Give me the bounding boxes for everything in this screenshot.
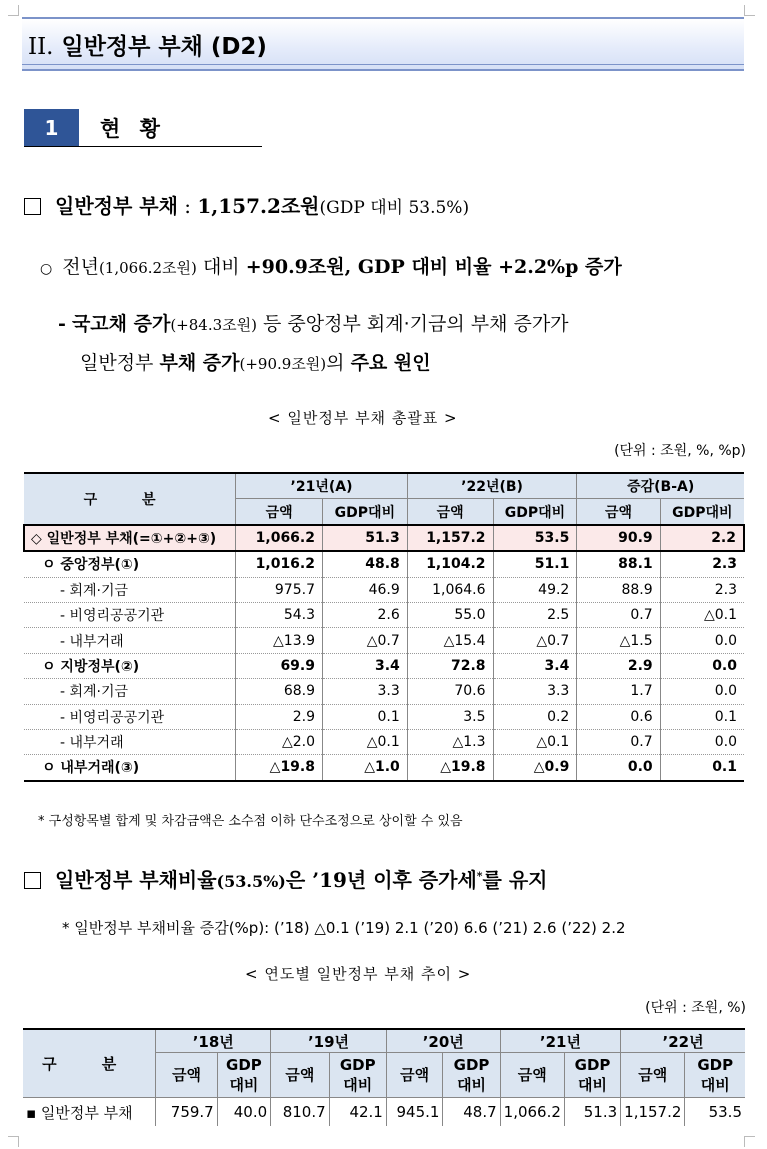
corner-mark-bottom-right [744, 1136, 755, 1147]
table-cell: 1,066.2 [500, 1098, 564, 1127]
table2-unit: (단위 : 조원, %) [645, 1000, 746, 1016]
table-row [24, 525, 744, 551]
header-year-2021: ’21년 [500, 1029, 621, 1053]
checkbox-bullet-icon [24, 872, 41, 889]
footnote-marker: * [476, 869, 483, 883]
header-ratio-label: 대비 [229, 1076, 259, 1094]
table-cell: △19.8 [407, 755, 493, 781]
header-amount: 금액 [386, 1053, 443, 1098]
debt-increase-amount: (+90.9조원) [239, 355, 327, 373]
row-label: ㅇ 지방정부(②) [24, 653, 236, 678]
dash-marker: - [58, 313, 66, 335]
bullet-cause-line2 [80, 348, 431, 375]
table-cell: 49.2 [493, 577, 577, 602]
header-category: 구 분 [24, 473, 236, 525]
table-cell: 53.5 [685, 1098, 745, 1127]
table-cell: 51.1 [493, 551, 577, 577]
table-cell: △0.7 [322, 628, 407, 653]
header-amount: 금액 [577, 499, 660, 525]
header-amount: 금액 [407, 499, 493, 525]
table-cell: 70.6 [407, 679, 493, 704]
table-cell: △13.9 [236, 628, 323, 653]
header-year-2022: ’22년 [621, 1029, 745, 1053]
table-cell: 1,157.2 [407, 525, 493, 551]
header-year-2019: ’19년 [271, 1029, 387, 1053]
table-cell: 3.3 [322, 679, 407, 704]
table-cell: 0.6 [577, 704, 660, 729]
cause-text-2: 일반정부 [80, 352, 154, 374]
table-cell: 0.2 [493, 704, 577, 729]
header-gdp-label: GDP [226, 1056, 262, 1074]
table-cell: 53.5 [493, 525, 577, 551]
table-cell: 68.9 [236, 679, 323, 704]
row-label: ㅇ 중앙정부(①) [24, 551, 236, 577]
header-2022: ’22년(B) [407, 473, 577, 499]
header-ratio-label: 대비 [343, 1076, 373, 1094]
debt-increase-label: 부채 증가 [159, 352, 240, 374]
table-cell: 72.8 [407, 653, 493, 678]
row-label: - 회계·기금 [24, 679, 236, 704]
debt-ratio-value: (53.5%) [216, 872, 286, 891]
table-cell: 975.7 [236, 577, 323, 602]
table-cell: △1.0 [322, 755, 407, 781]
header-gdp-label: GDP [574, 1056, 611, 1074]
section-title [28, 28, 267, 61]
table-cell: 55.0 [407, 602, 493, 627]
table-cell: 48.8 [322, 551, 407, 577]
header-gdp-ratio: GDP대비 [322, 499, 407, 525]
table-cell: 0.7 [577, 729, 660, 754]
header-ratio-label: 대비 [700, 1076, 730, 1094]
table-cell: 2.3 [660, 551, 744, 577]
table-cell: 90.9 [577, 525, 660, 551]
row-label: - 회계·기금 [24, 577, 236, 602]
table-cell: 51.3 [564, 1098, 620, 1127]
table-cell: 2.3 [660, 577, 744, 602]
table-cell: 0.7 [577, 602, 660, 627]
row-label: - 비영리공공기관 [24, 704, 236, 729]
header-gdp-ratio [685, 1053, 745, 1098]
table-cell: 0.0 [660, 729, 744, 754]
table-cell: 3.3 [493, 679, 577, 704]
table-cell: △0.7 [493, 628, 577, 653]
corner-mark-bottom-left [8, 1136, 19, 1147]
header-ratio-label: 대비 [457, 1076, 487, 1094]
table-cell: 3.4 [493, 653, 577, 678]
table-cell: 2.5 [493, 602, 577, 627]
heading-underline [24, 146, 262, 147]
checkbox-bullet-icon [24, 198, 41, 215]
header-amount: 금액 [236, 499, 323, 525]
section-roman-numeral: II. [28, 34, 54, 60]
header-change: 증감(B-A) [577, 473, 744, 499]
heading-number-box: 1 [24, 109, 79, 147]
debt-ratio-trend: 은 ’19년 이후 증가세 [285, 868, 477, 892]
table2-caption: < 연도별 일반정부 부채 추이 > [245, 965, 472, 983]
table-cell: 1.7 [577, 679, 660, 704]
table-row [24, 729, 744, 754]
prev-year-amount: (1,066.2조원) [98, 259, 197, 277]
header-year-2020: ’20년 [386, 1029, 500, 1053]
table-row [24, 602, 744, 627]
table-cell: 1,066.2 [236, 525, 323, 551]
table-cell: 88.9 [577, 577, 660, 602]
table-cell: 54.3 [236, 602, 323, 627]
bullet-cause-line1 [58, 309, 569, 336]
yoy-change-text: +90.9조원, GDP 대비 비율 +2.2%p 증가 [245, 256, 622, 278]
header-gdp-label: GDP [453, 1056, 490, 1074]
header-gdp-ratio [443, 1053, 500, 1098]
table-row [24, 679, 744, 704]
header-gdp-ratio: GDP대비 [660, 499, 744, 525]
table-cell: 1,064.6 [407, 577, 493, 602]
table-cell: 810.7 [271, 1098, 330, 1127]
table-cell: 2.6 [322, 602, 407, 627]
gdp-ratio-text: (GDP 대비 53.5%) [319, 198, 470, 218]
debt-ratio-footnote: * 일반정부 부채비율 증감(%p): (’18) △0.1 (’19) 2.1 (’20) 6.6 (’21) 2.6 (’22) 2.2 [62, 919, 626, 937]
bullet-yoy-change [40, 252, 622, 279]
row-label: ◇ 일반정부 부채(=①+②+③) [24, 525, 236, 551]
table-cell: △0.1 [493, 729, 577, 754]
table-cell: △2.0 [236, 729, 323, 754]
table-cell: 42.1 [329, 1098, 386, 1127]
table1-unit: (단위 : 조원, %, %p) [614, 443, 746, 459]
section-header-rule [22, 64, 744, 65]
heading-title: 현 황 [100, 117, 166, 141]
circle-bullet-icon: ○ [40, 261, 53, 277]
table-row [24, 551, 744, 577]
corner-mark-top-left [8, 5, 19, 16]
header-amount: 금액 [271, 1053, 330, 1098]
table-cell: 46.9 [322, 577, 407, 602]
debt-summary-table [23, 472, 745, 782]
table-cell: 1,016.2 [236, 551, 323, 577]
table2-data-row [23, 1098, 745, 1127]
table-cell: △0.1 [660, 602, 744, 627]
table2-year-row [23, 1029, 745, 1053]
header-gdp-ratio [564, 1053, 620, 1098]
table-cell: 1,157.2 [621, 1098, 685, 1127]
table-cell: 0.0 [577, 755, 660, 781]
table2-header-category: 구 분 [23, 1029, 156, 1098]
table-cell: △19.8 [236, 755, 323, 781]
header-gdp-label: GDP [697, 1056, 734, 1074]
header-year-2018: ’18년 [156, 1029, 271, 1053]
bullet-debt-ratio [24, 864, 547, 893]
table-cell: 40.0 [217, 1098, 270, 1127]
cause-particle: 의 [326, 352, 345, 374]
debt-ratio-label: 일반정부 부채비율 [55, 868, 217, 892]
yoy-mid: 대비 [202, 256, 240, 278]
bullet-total-debt [24, 190, 469, 219]
header-amount: 금액 [621, 1053, 685, 1098]
table-cell: 1,104.2 [407, 551, 493, 577]
table-cell: 2.9 [236, 704, 323, 729]
table-cell: 2.2 [660, 525, 744, 551]
row-label: - 내부거래 [24, 729, 236, 754]
table-row [24, 628, 744, 653]
table-cell: 0.1 [660, 704, 744, 729]
table-cell: 48.7 [443, 1098, 500, 1127]
table-row [24, 653, 744, 678]
header-amount: 금액 [156, 1053, 217, 1098]
table-cell: △1.5 [577, 628, 660, 653]
table-cell: 759.7 [156, 1098, 217, 1127]
table1-footnote: * 구성항목별 합계 및 차감금액은 소수점 이하 단수조정으로 상이할 수 있음 [38, 814, 463, 829]
table-row [24, 704, 744, 729]
table-header-row [24, 473, 744, 499]
table-cell: 88.1 [577, 551, 660, 577]
bullet-label: 일반정부 부채 [55, 194, 178, 218]
cause-text: 등 중앙정부 회계·기금의 부채 증가가 [263, 313, 569, 335]
table-cell: 3.4 [322, 653, 407, 678]
header-2021: ’21년(A) [236, 473, 408, 499]
table1-caption: < 일반정부 부채 총괄표 > [268, 409, 458, 427]
corner-mark-top-right [744, 5, 755, 16]
header-gdp-ratio: GDP대비 [493, 499, 577, 525]
table-cell: 0.1 [660, 755, 744, 781]
main-cause-label: 주요 원인 [350, 352, 431, 374]
table-cell: 69.9 [236, 653, 323, 678]
header-gdp-label: GDP [339, 1056, 376, 1074]
table-cell: △0.1 [322, 729, 407, 754]
row-label: ㅇ 내부거래(③) [24, 755, 236, 781]
table-row [24, 577, 744, 602]
row-label: - 비영리공공기관 [24, 602, 236, 627]
table-cell: 0.0 [660, 628, 744, 653]
table-cell: △15.4 [407, 628, 493, 653]
header-gdp-ratio [329, 1053, 386, 1098]
row-label: ▪ 일반정부 부채 [26, 1103, 133, 1122]
table-cell: 51.3 [322, 525, 407, 551]
table-cell: 2.9 [577, 653, 660, 678]
yoy-prefix: 전년 [62, 256, 99, 278]
table-cell: 0.1 [322, 704, 407, 729]
debt-ratio-trend-end: 를 유지 [482, 868, 548, 892]
section-title-text: 일반정부 부채 (D2) [61, 34, 267, 60]
header-amount: 금액 [500, 1053, 564, 1098]
table-cell: 945.1 [386, 1098, 443, 1127]
header-gdp-ratio [217, 1053, 270, 1098]
yearly-debt-table [23, 1028, 745, 1126]
bullet-separator: : [184, 194, 191, 218]
header-ratio-label: 대비 [578, 1076, 608, 1094]
row-label: - 내부거래 [24, 628, 236, 653]
table-cell: 3.5 [407, 704, 493, 729]
treasury-bond-increase: 국고채 증가 [71, 313, 171, 335]
table-cell: △1.3 [407, 729, 493, 754]
table-row [24, 755, 744, 781]
table-cell: 0.0 [660, 653, 744, 678]
total-debt-value: 1,157.2조원 [197, 194, 320, 218]
treasury-bond-amount: (+84.3조원) [170, 316, 257, 334]
section-header [22, 17, 744, 71]
table-cell: △0.9 [493, 755, 577, 781]
table-cell: 0.0 [660, 679, 744, 704]
